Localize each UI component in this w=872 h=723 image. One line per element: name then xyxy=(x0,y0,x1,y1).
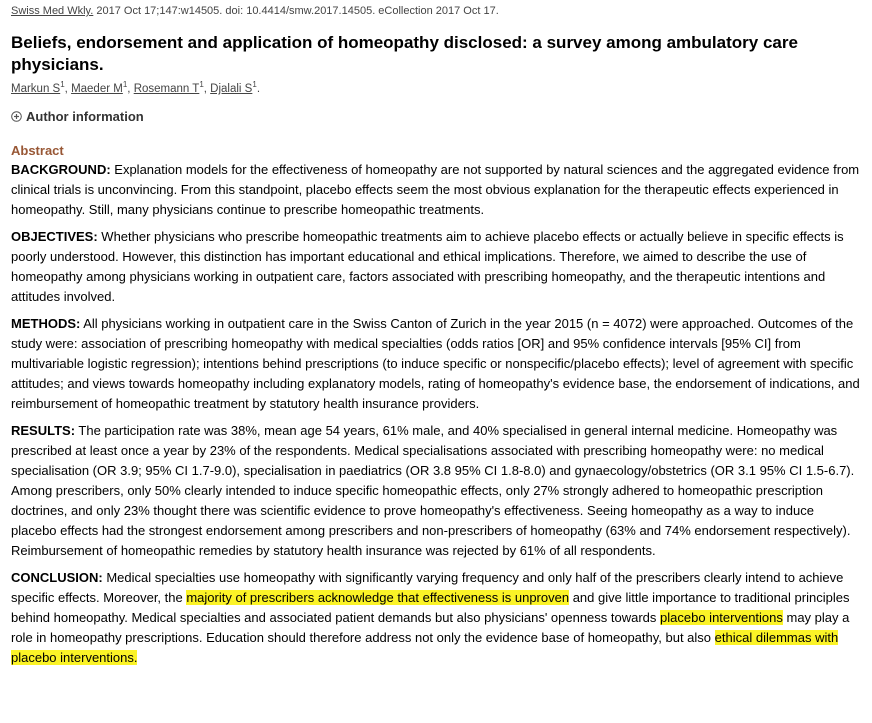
highlighted-text: ethical dilemmas with placebo interventions. xyxy=(11,630,839,665)
section-text: Whether physicians who prescribe homeopathic treatments aim to achieve placebo effects or actually believe in specific effects is poorly understood. However, this distinction has important educational and ethical implications. Therefore, we aimed to describe the use of homeopathy among physicians working in outpatient care, factors associated with prescribing homeopathy, and the therapeutic intentions and attitudes involved. xyxy=(11,229,844,304)
abstract-objectives xyxy=(11,227,861,307)
highlighted-text: majority of prescribers acknowledge that effectiveness is unproven xyxy=(186,590,570,605)
author-affiliation: 1 xyxy=(122,80,128,90)
abstract-background xyxy=(11,160,861,220)
section-text: All physicians working in outpatient care in the Swiss Canton of Zurich in the year 2015 (n = 4072) were approached. Outcomes of the study were: association of prescribing homeopathy with medical specialties (odds ratios [OR] and 95% confidence intervals [95% CI] from multivariable logistic regression); intentions behind prescriptions (to induce specific or nonspecific/placebo effects); level of agreement with specific attitudes; and views towards homeopathy including explanatory models, rating of homeopathy's evidence base, the endorsement of indications, and reimbursement of homeopathic treatment by statutory health insurance providers. xyxy=(11,316,860,411)
section-label: CONCLUSION: xyxy=(11,570,103,585)
author-link[interactable]: Djalali S xyxy=(210,83,253,95)
section-text: and give little importance to traditional principles behind homeopathy. Medical specialties and associated patient demands but also physicians' openness towards xyxy=(11,590,850,625)
highlighted-text: placebo interventions xyxy=(660,610,783,625)
section-label: METHODS: xyxy=(11,316,81,331)
author-list: Markun $S^1$, Maeder $M^1$, Rosemann $T^1$, Djalali $S^1$. xyxy=(11,80,261,95)
section-label: BACKGROUND: xyxy=(11,162,111,177)
section-text: The participation rate was 38%, mean age 54 years, 61% male, and 40% specialised in general internal medicine. Homeopathy was prescribed at least once a year by 23% of the respondents. Medical specialisations associated with prescribing homeopathy were: no medical specialisation (OR 3.9; 95% CI 1.7-9.0), specialisation in paediatrics (OR 3.8 95% CI 1.8-8.0) and gynaecology/obstetrics (OR 3.1 95% CI 1.5-6.7). Among prescribers, only 50% clearly intended to induce specific homeopathic effects, only 27% strongly adhered to homeopathic prescription doctrines, and only 23% thought there was scientific evidence to prove homeopathy's effectiveness. Seeing homeopathy as a way to induce placebo effects had the strongest endorsement among prescribers and non-prescribers of homeopathy (63% and 74% endorsement respectively). Reimbursement of homeopathic remedies by statutory health insurance was rejected by 61% of all respondents. xyxy=(11,423,855,558)
abstract-methods xyxy=(11,314,861,414)
abstract-conclusion xyxy=(11,568,861,668)
author-link[interactable]: Rosemann T xyxy=(133,83,200,95)
section-text: may play a role in homeopathy prescriptions. Education should therefore address not only the evidence base of homeopathy, but also xyxy=(11,610,850,645)
author-affiliation: 1 xyxy=(199,80,204,90)
section-text: Explanation models for the effectiveness of homeopathy are not supported by natural sciences and the aggregated evidence from clinical trials is unconvincing. From this standpoint, placebo effects seem the most obvious explanation for the therapeutic effects experienced in homeopathy. Still, many physicians continue to prescribe homeopathic treatments. xyxy=(11,162,860,217)
author-affiliation: 1 xyxy=(252,80,257,90)
article-title: Beliefs, endorsement and application of homeopathy disclosed: a survey among ambulatory care physicians. xyxy=(11,33,798,74)
abstract-results xyxy=(11,421,861,561)
abstract-body xyxy=(11,160,861,675)
section-text: Medical specialties use homeopathy with significantly varying frequency and only half of the prescribers clearly intend to achieve specific effects. Moreover, the xyxy=(11,570,844,605)
expand-plus-icon xyxy=(11,111,22,122)
section-label: RESULTS: xyxy=(11,423,76,438)
author-information-label: Author information xyxy=(26,109,144,124)
abstract-heading: Abstract xyxy=(11,143,64,158)
section-label: OBJECTIVES: xyxy=(11,229,98,244)
citation-line xyxy=(11,5,499,17)
author-information-toggle[interactable] xyxy=(11,109,144,124)
citation-details: 2017 Oct 17;147:w14505. doi: 10.4414/smw.2017.14505. eCollection 2017 Oct 17. xyxy=(93,5,499,17)
journal-link[interactable]: Swiss Med Wkly. xyxy=(11,5,94,17)
author-link[interactable]: Markun S xyxy=(11,83,61,95)
author-affiliation: 1 xyxy=(60,80,65,90)
author-link[interactable]: Maeder M xyxy=(71,83,123,95)
